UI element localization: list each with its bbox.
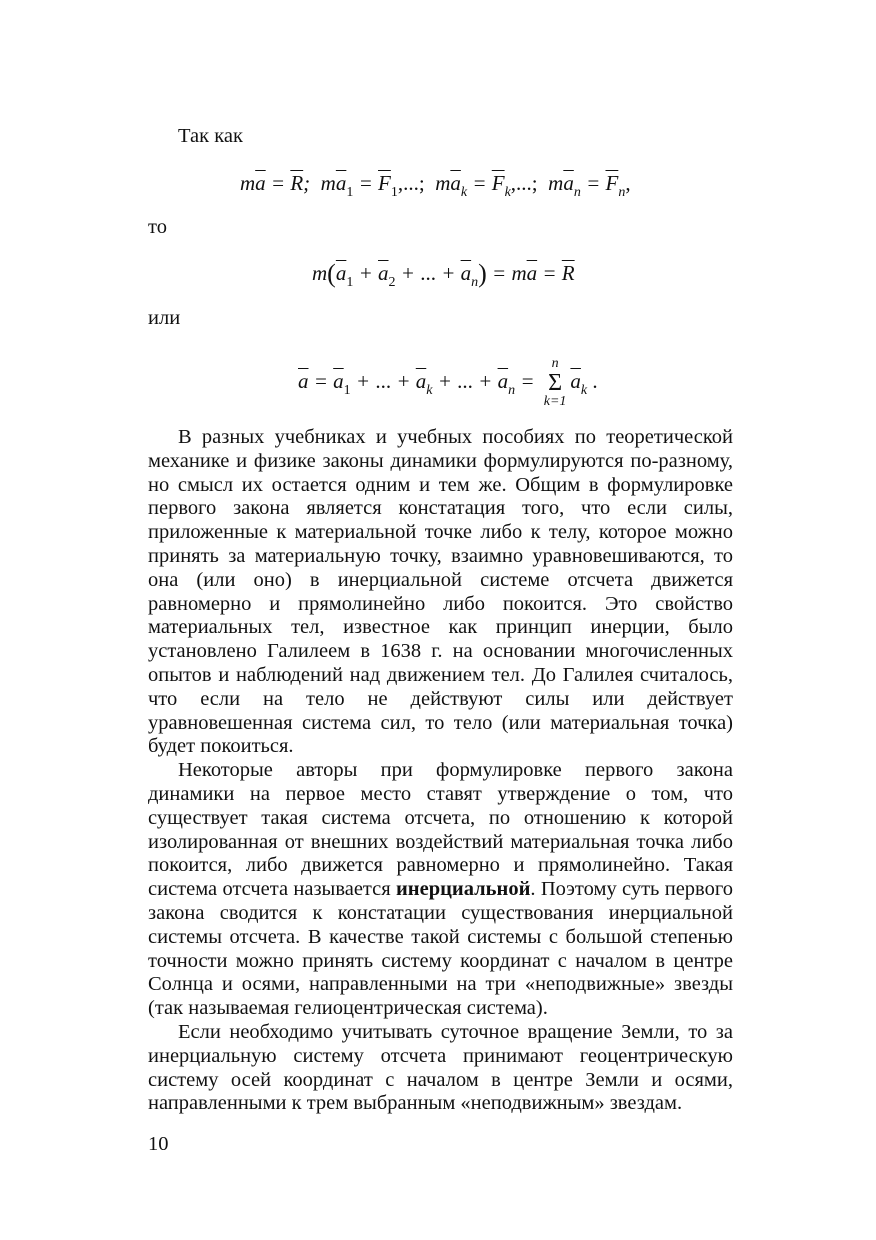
term-inertial: инерциальной xyxy=(395,878,531,901)
formula1-part-4: $m\overline{a}_n = \overline{F}_n$, xyxy=(548,171,631,200)
formula1-part-1: $m\overline{a} = \overline{R}$; xyxy=(240,171,311,195)
formula1-part-3: $m\overline{a}_k = \overline{F}_k$,...; xyxy=(435,171,538,200)
formula-sum-accelerations: $m(\overline{a}_1 + \overline{a}_2$ + ... + $\overline{a}_n) = m\overline{a} = \overline{R}$ xyxy=(312,259,575,290)
sum-lower-limit: k=1 xyxy=(543,394,567,409)
sigma-symbol: Σ xyxy=(548,370,563,396)
or-word: или xyxy=(148,307,181,329)
intro-text: Так как xyxy=(178,125,243,147)
paragraph-1: В разных учебниках и учебных пособиях по теоретической механике и физике законы динамики формулируются по-разному, но смысл их остается одним и тем же. Общим в формулировке первого закона является констатация того, что если силы, приложенные к материальной точке либо к телу, которое можно принять за материальную точку, взаимно уравновешиваются, то она (или оно) в инерциальной системе отсчета движется равномерно и прямолинейно либо покоится. Это свойство материальных тел, известное как принцип инерции, было установлено Галилеем в 1638 г. на основании многочисленных опытов и наблюдений над движением тел. До Галилея считалось, что если на тело не действуют силы или действует уравновешенная система сил, то тело (или материальная точка) будет покоиться. xyxy=(148,426,733,758)
page-number: 10 xyxy=(148,1133,169,1155)
body-text xyxy=(148,426,733,1116)
paragraph-2-start: Некоторые авторы при формулировке первого закона динамики на первое место ставят утверждение о том, что существует такая система отсчета, по отношению к которой изолированная от внешних воздействий материальная точка либо покоится, либо движется равномерно и прямолинейно. Такая система отсчета называется xyxy=(148,759,733,901)
sum-upper-limit: n xyxy=(551,356,559,371)
formula-acceleration-sum: $\overline{a} = \overline{a}_1$ + ... + $\overline{a}_k$ + ... + $\overline{a}_n$ = n Σ k=1 $\overline{a}_k$ . xyxy=(298,356,598,409)
paragraph-2-end: . Поэтому суть первого закона сводится к констатации существования инерциальной системы отсчета. В качестве такой системы с большой степенью точности можно принять систему координат с началом в центре Солнца и осями, направленными на три «неподвижные» звезды (так называемая гелиоцентрическая система). xyxy=(148,878,733,1020)
then-word: то xyxy=(148,216,167,238)
paragraph-2 xyxy=(148,759,733,1021)
paragraph-3: Если необходимо учитывать суточное вращение Земли, то за инерциальную систему отсчета принимают геоцентрическую систему осей координат с началом в центре Земли и осями, направленными к трем выбранным «неподвижным» звездам. xyxy=(148,1020,733,1115)
formula-newton-laws xyxy=(240,168,631,208)
formula1-part-2: $m\overline{a}_1 = \overline{F}_1$,...; xyxy=(320,171,425,200)
summation-operator xyxy=(544,356,567,410)
